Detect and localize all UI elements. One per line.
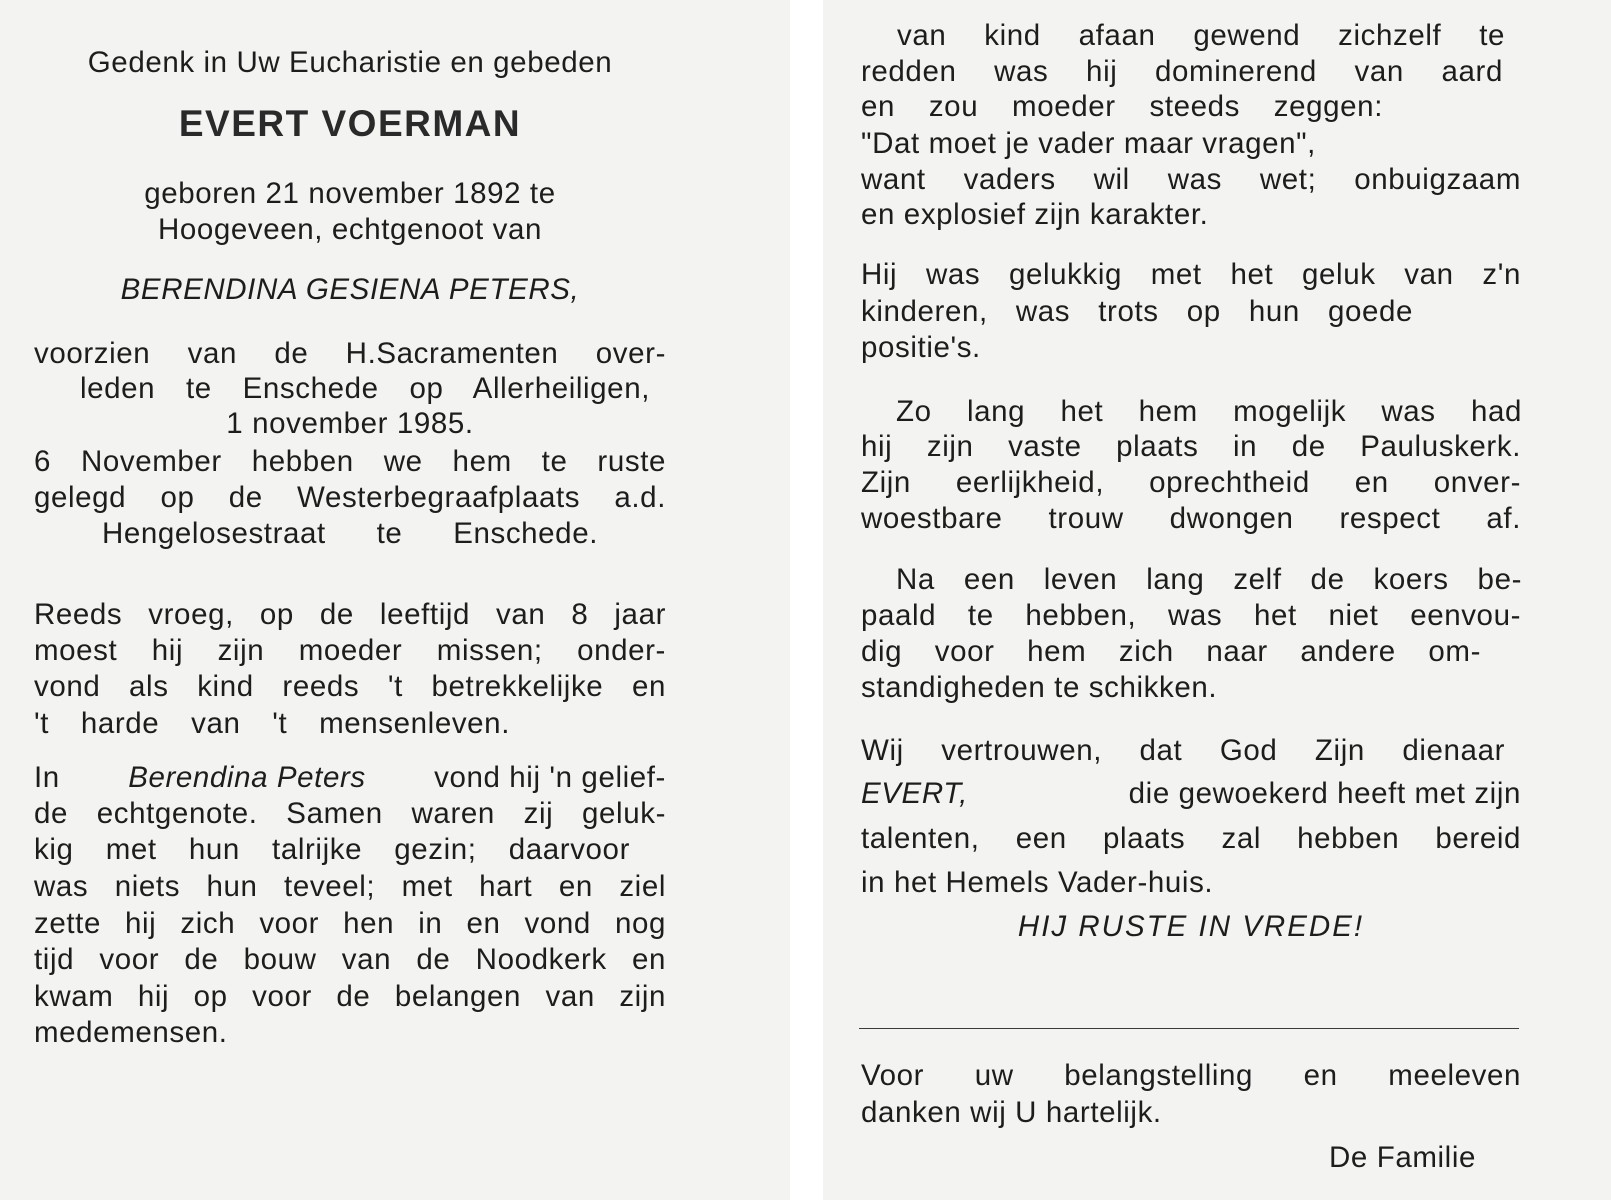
church-paragraph-line-4: woestbare trouw dwongen respect af. xyxy=(861,502,1521,535)
burial-line-2: gelegd op de Westerbegraafplaats a.d. xyxy=(34,481,666,514)
life-paragraph-2-word-in: In xyxy=(34,761,60,794)
children-paragraph-line-1: Hij was gelukkig met het geluk van z'n xyxy=(861,258,1521,291)
death-notice-line-1: voorzien van de H.Sacramenten over- xyxy=(34,337,666,370)
life-paragraph-2-line-1 xyxy=(34,760,666,796)
faith-paragraph-line-2-rest: die gewoekerd heeft met zijn xyxy=(1128,777,1521,810)
life-paragraph-2-line-8: medemensen. xyxy=(34,1016,228,1049)
birthplace-spouse-line: Hoogeveen, echtgenoot van xyxy=(157,213,543,246)
thanks-line-1: Voor uw belangstelling en meeleven xyxy=(861,1059,1521,1092)
life-paragraph-2-line-7: kwam hij op voor de belangen van zijn xyxy=(34,980,666,1013)
rest-in-peace-closing: HIJ RUSTE IN VREDE! xyxy=(1017,910,1365,943)
character-paragraph-line-1: van kind afaan gewend zichzelf te xyxy=(897,19,1505,52)
faith-paragraph-line-2 xyxy=(861,776,1521,812)
faith-paragraph-line-4: in het Hemels Vader-huis. xyxy=(861,866,1214,899)
remembrance-heading: Gedenk in Uw Eucharistie en gebeden xyxy=(87,46,613,79)
church-paragraph-line-1: Zo lang het hem mogelijk was had xyxy=(896,395,1522,428)
death-notice-line-2: leden te Enschede op Allerheiligen, xyxy=(80,372,650,405)
later-life-paragraph-line-1: Na een leven lang zelf de koers be- xyxy=(896,563,1522,596)
deceased-name: EVERT VOERMAN xyxy=(178,103,522,144)
character-paragraph-line-5: want vaders wil was wet; onbuigzaam xyxy=(861,163,1521,196)
spouse-name-inline: Berendina Peters xyxy=(128,761,366,794)
life-paragraph-2-line-1-rest: vond hij 'n gelief- xyxy=(434,761,666,794)
life-paragraph-2-line-6: tijd voor de bouw van de Noodkerk en xyxy=(34,943,666,976)
deceased-first-name-inline: EVERT, xyxy=(861,777,968,810)
children-paragraph-line-2: kinderen, was trots op hun goede xyxy=(861,295,1413,328)
memorial-card-left-page xyxy=(0,0,790,1200)
life-paragraph-2-line-3: kig met hun talrijke gezin; daarvoor xyxy=(34,833,630,866)
burial-line-3: Hengelosestraat te Enschede. xyxy=(102,517,598,550)
children-paragraph-line-3: positie's. xyxy=(861,331,981,364)
birth-line: geboren 21 november 1892 te xyxy=(144,177,556,210)
later-life-paragraph-line-3: dig voor hem zich naar andere om- xyxy=(861,635,1481,668)
death-date-line: 1 november 1985. xyxy=(226,407,474,440)
memorial-card-right-page xyxy=(823,0,1611,1200)
section-divider xyxy=(859,1028,1519,1029)
church-paragraph-line-2: hij zijn vaste plaats in de Pauluskerk. xyxy=(861,430,1521,463)
character-paragraph-quote: "Dat moet je vader maar vragen", xyxy=(861,127,1316,160)
later-life-paragraph-line-4: standigheden te schikken. xyxy=(861,671,1218,704)
character-paragraph-line-3: en zou moeder steeds zeggen: xyxy=(861,90,1383,123)
spouse-name: BERENDINA GESIENA PETERS, xyxy=(120,273,580,306)
faith-paragraph-line-1: Wij vertrouwen, dat God Zijn dienaar xyxy=(861,734,1505,767)
character-paragraph-line-6: en explosief zijn karakter. xyxy=(861,198,1209,231)
life-paragraph-2-line-4: was niets hun teveel; met hart en ziel xyxy=(34,870,666,903)
thanks-line-2: danken wij U hartelijk. xyxy=(861,1096,1162,1129)
character-paragraph-line-2: redden was hij dominerend van aard xyxy=(861,55,1503,88)
life-paragraph-1-line-1: Reeds vroeg, op de leeftijd van 8 jaar xyxy=(34,598,666,631)
life-paragraph-1-line-3: vond als kind reeds 't betrekkelijke en xyxy=(34,670,666,703)
faith-paragraph-line-3: talenten, een plaats zal hebben bereid xyxy=(861,822,1521,855)
later-life-paragraph-line-2: paald te hebben, was het niet eenvou- xyxy=(861,599,1521,632)
life-paragraph-1-line-4: 't harde van 't mensenleven. xyxy=(34,707,510,740)
church-paragraph-line-3: Zijn eerlijkheid, oprechtheid en onver- xyxy=(861,466,1521,499)
life-paragraph-2-line-5: zette hij zich voor hen in en vond nog xyxy=(34,907,666,940)
life-paragraph-2-line-2: de echtgenote. Samen waren zij geluk- xyxy=(34,797,666,830)
burial-line-1: 6 November hebben we hem te ruste xyxy=(34,445,666,478)
family-signature: De Familie xyxy=(1329,1141,1476,1174)
life-paragraph-1-line-2: moest hij zijn moeder missen; onder- xyxy=(34,634,666,667)
